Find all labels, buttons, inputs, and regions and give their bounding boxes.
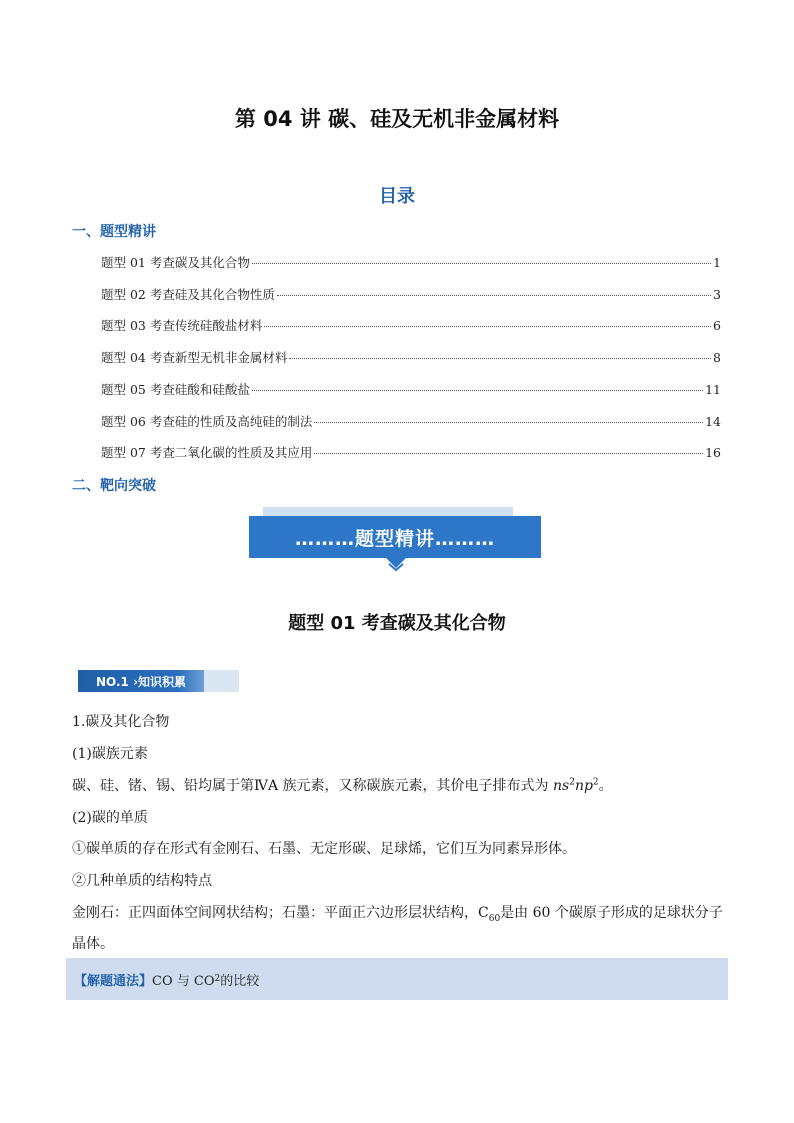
paragraph: (2)碳的单质: [72, 810, 148, 826]
toc-item[interactable]: [101, 348, 721, 366]
toc-leader: [277, 295, 711, 296]
toc-section-1: 一、题型精讲: [72, 224, 156, 240]
toc-item-label: 题型 01 考查碳及其化合物: [101, 255, 250, 270]
knowledge-bar: NO.1 ›知识积累: [74, 670, 204, 692]
subscript: 2: [214, 974, 221, 984]
toc-item[interactable]: [101, 412, 721, 430]
text-run: 金刚石：正四面体空间网状结构；石墨：平面正六边形层状结构，C: [72, 905, 489, 921]
paragraph: (1)碳族元素: [72, 746, 148, 762]
tip-text: 的比较: [220, 973, 260, 989]
chevron-down-icon: [386, 558, 406, 572]
text-run: 碳、硅、锗、锡、铅均属于第ⅣA 族元素，又称碳族元素，其价电子排布式为: [72, 778, 553, 794]
text-run: 是由 60 个碳原子形成的足球状分子: [500, 905, 723, 921]
tip-box: [66, 958, 728, 1000]
section-banner: ………题型精讲………: [249, 516, 541, 558]
toc-item[interactable]: [101, 316, 721, 334]
toc-item-page: 3: [713, 287, 721, 302]
toc-item-label: 题型 07 考查二氧化碳的性质及其应用: [101, 445, 313, 460]
toc-leader: [314, 453, 703, 454]
toc-heading: 目录: [379, 186, 415, 207]
formula-np: np: [574, 778, 593, 794]
subscript: 60: [488, 913, 501, 924]
knowledge-bar-notch: [74, 670, 78, 692]
toc-item-label: 题型 03 考查传统硅酸盐材料: [101, 318, 263, 333]
tip-text: CO 与 CO: [152, 973, 215, 989]
toc-item-label: 题型 05 考查硅酸和硅酸盐: [101, 382, 250, 397]
toc-item[interactable]: [101, 443, 721, 461]
toc-item-page: 8: [713, 350, 721, 365]
toc-leader: [264, 326, 711, 327]
text-run: 。: [598, 778, 613, 794]
toc-item-page: 14: [705, 414, 721, 429]
paragraph: ①碳单质的存在形式有金刚石、石墨、无定形碳、足球烯，它们互为同素异形体。: [72, 841, 576, 857]
toc-item-label: 题型 06 考查硅的性质及高纯硅的制法: [101, 414, 313, 429]
toc-item-label: 题型 04 考查新型无机非金属材料: [101, 350, 288, 365]
toc-item[interactable]: [101, 380, 721, 398]
tip-label: 【解题通法】: [74, 973, 153, 989]
question-type-title: 题型 01 考查碳及其化合物: [288, 613, 506, 634]
toc-leader: [252, 263, 711, 264]
formula-ns: ns: [553, 778, 570, 794]
paragraph: [72, 775, 613, 795]
paragraph: 1.碳及其化合物: [72, 714, 170, 730]
paragraph: [72, 902, 723, 924]
superscript: 2: [569, 777, 575, 788]
toc-item[interactable]: [101, 253, 721, 271]
toc-leader: [314, 422, 703, 423]
toc-item-label: 题型 02 考查硅及其化合物性质: [101, 287, 275, 302]
toc-section-2: 二、靶向突破: [72, 478, 156, 494]
superscript: 2: [592, 777, 599, 788]
toc-item[interactable]: [101, 285, 721, 303]
toc-item-page: 11: [705, 382, 721, 397]
toc-item-page: 6: [713, 318, 721, 333]
paragraph: ②几种单质的结构特点: [72, 873, 212, 889]
document-title: 第 04 讲 碳、硅及无机非金属材料: [234, 107, 560, 131]
toc-leader: [289, 358, 711, 359]
paragraph: 晶体。: [72, 936, 114, 952]
toc-item-page: 16: [705, 445, 721, 460]
toc-item-page: 1: [713, 255, 721, 270]
toc-leader: [252, 390, 703, 391]
